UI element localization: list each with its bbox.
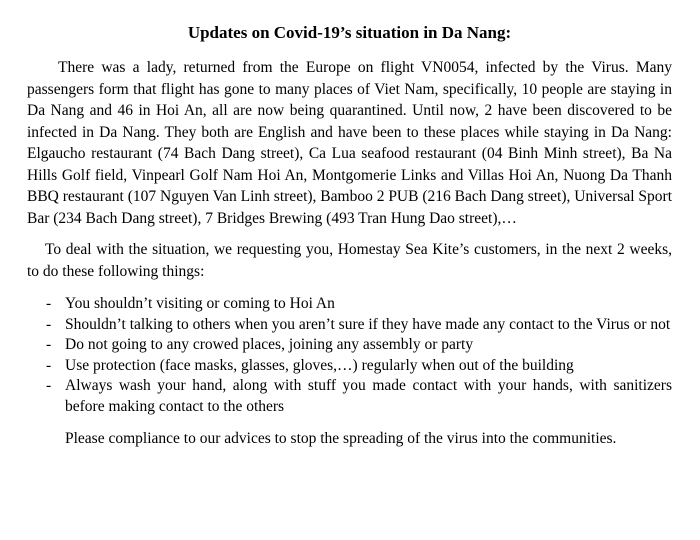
closing-note: Please compliance to our advices to stop the spreading of the virus into the communities. — [65, 430, 617, 447]
bullet-dash: - — [46, 336, 52, 353]
bullet-dash: - — [46, 295, 52, 312]
list-item-text: Shouldn’t talking to others when you aren’t sure if they have made any contact to the Virus or not — [65, 315, 671, 333]
list-item-text: Use protection (face masks, glasses, gloves,…) regularly when out of the building — [65, 356, 574, 374]
paragraph-customer-request: To deal with the situation, we requesting you, Homestay Sea Kite’s customers, in the next 2 weeks, to do these following things: — [27, 241, 672, 280]
list-item — [27, 294, 672, 315]
list-item — [27, 335, 672, 356]
list-item — [27, 356, 672, 377]
list-item — [27, 376, 672, 417]
list-item — [27, 315, 672, 336]
bullet-dash: - — [46, 315, 52, 333]
list-item-text: Do not going to any crowed places, joining any assembly or party — [65, 336, 474, 353]
paragraph-situation-update: There was a lady, returned from the Europe on flight VN0054, infected by the Virus. Many passengers form that flight has gone to many places of Viet Nam, specifically, 10 people are staying in Da Nang and 46 in Hoi An, all are now being quarantined. Until now, 2 have been discovered to be infected in Da Nang. They both are English and have been to these places while staying in Da Nang: Elgaucho restaurant (74 Bach Dang street), Ca Lua seafood restaurant (04 Binh Minh street), Ba Na Hills Golf field, Vinpearl Golf Nam Hoi An, Montgomerie Links and Villas Hoi An, Nuong Da Thanh BBQ restaurant (107 Nguyen Van Linh street), Bamboo 2 PUB (216 Bach Dang street), Universal Sport Bar (234 Bach Dang street), 7 Bridges Brewing (493 Tran Hung Dao street),… — [27, 59, 672, 227]
list-item-text: Always wash your hand, along with stuff you made contact with your hands, with sanitizers before making contact to the others — [65, 377, 672, 415]
bullet-dash: - — [46, 356, 52, 374]
list-item-text: You shouldn’t visiting or coming to Hoi An — [65, 295, 335, 312]
advice-list — [27, 294, 672, 417]
bullet-dash: - — [46, 377, 52, 394]
page-title: Updates on Covid-19’s situation in Da Nang: — [187, 23, 512, 42]
